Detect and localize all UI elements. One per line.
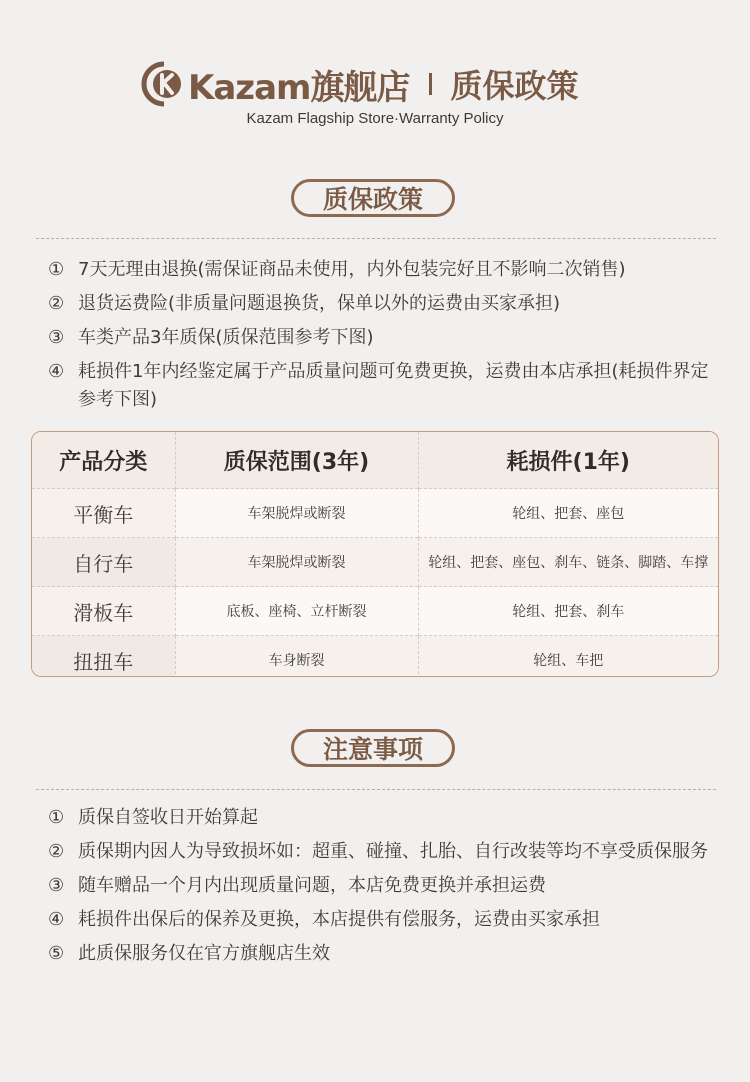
item-number: ② bbox=[48, 841, 65, 862]
item-number: ① bbox=[48, 259, 65, 280]
cell-parts: 轮组、把套、座包、刹车、链条、脚踏、车撑 bbox=[418, 538, 718, 587]
item-number: ⑤ bbox=[48, 943, 65, 964]
brand-logo-row bbox=[140, 58, 578, 110]
item-number: ④ bbox=[48, 909, 65, 930]
cell-scope: 底板、座椅、立杆断裂 bbox=[175, 587, 418, 636]
page-title: 质保政策 bbox=[450, 67, 579, 105]
page-header bbox=[0, 58, 750, 127]
warranty-table bbox=[31, 431, 719, 677]
item-text: 质保期内因人为导致损坏如：超重、碰撞、扎胎、自行改装等均不享受质保服务 bbox=[78, 841, 708, 862]
notes-list bbox=[48, 804, 718, 974]
item-number: ② bbox=[48, 293, 65, 314]
cell-scope: 车架脱焊或断裂 bbox=[175, 538, 418, 587]
item-text: 质保自签收日开始算起 bbox=[78, 807, 258, 828]
table-row bbox=[32, 538, 718, 587]
table-row bbox=[32, 587, 718, 636]
item-text: 此质保服务仅在官方旗舰店生效 bbox=[78, 943, 330, 964]
table-row bbox=[32, 636, 718, 678]
item-number: ① bbox=[48, 807, 65, 828]
list-item bbox=[48, 872, 718, 900]
item-number: ④ bbox=[48, 361, 65, 382]
item-text: 耗损件1年内经鉴定属于产品质量问题可免费更换，运费由本店承担(耗损件界定参考下图) bbox=[78, 361, 709, 410]
table-header-row bbox=[32, 432, 718, 489]
cell-category: 自行车 bbox=[32, 538, 175, 587]
list-item bbox=[48, 358, 718, 414]
divider-line bbox=[36, 238, 716, 239]
item-text: 退货运费险(非质量问题退换货，保单以外的运费由买家承担) bbox=[78, 293, 561, 314]
list-item bbox=[48, 324, 718, 352]
list-item bbox=[48, 804, 718, 832]
list-item bbox=[48, 906, 718, 934]
item-number: ③ bbox=[48, 327, 65, 348]
item-number: ③ bbox=[48, 875, 65, 896]
section-title-notes: 注意事项 bbox=[291, 729, 455, 767]
cell-scope: 车身断裂 bbox=[175, 636, 418, 678]
cell-category: 平衡车 bbox=[32, 489, 175, 538]
warranty-policy-list bbox=[48, 256, 718, 420]
divider-line bbox=[36, 789, 716, 790]
cell-parts: 轮组、车把 bbox=[418, 636, 718, 678]
cell-scope: 车架脱焊或断裂 bbox=[175, 489, 418, 538]
item-text: 随车赠品一个月内出现质量问题，本店免费更换并承担运费 bbox=[78, 875, 546, 896]
table-row bbox=[32, 489, 718, 538]
cell-parts: 轮组、把套、刹车 bbox=[418, 587, 718, 636]
page-subtitle: Kazam Flagship Store·Warranty Policy bbox=[246, 110, 504, 127]
header-category: 产品分类 bbox=[32, 432, 175, 489]
cell-category: 滑板车 bbox=[32, 587, 175, 636]
list-item bbox=[48, 256, 718, 284]
section-title-warranty: 质保政策 bbox=[291, 179, 455, 217]
item-text: 7天无理由退换(需保证商品未使用，内外包装完好且不影响二次销售) bbox=[78, 259, 626, 280]
title-divider bbox=[429, 73, 432, 95]
list-item bbox=[48, 940, 718, 968]
brand-name: Kazam旗舰店 bbox=[188, 67, 410, 108]
item-text: 耗损件出保后的保养及更换，本店提供有偿服务，运费由买家承担 bbox=[78, 909, 600, 930]
item-text: 车类产品3年质保(质保范围参考下图) bbox=[78, 327, 374, 348]
cell-category: 扭扭车 bbox=[32, 636, 175, 678]
cell-parts: 轮组、把套、座包 bbox=[418, 489, 718, 538]
kazam-logo-icon bbox=[140, 60, 188, 108]
header-scope: 质保范围(3年) bbox=[175, 432, 418, 489]
list-item bbox=[48, 290, 718, 318]
list-item bbox=[48, 838, 718, 866]
header-parts: 耗损件(1年) bbox=[418, 432, 718, 489]
